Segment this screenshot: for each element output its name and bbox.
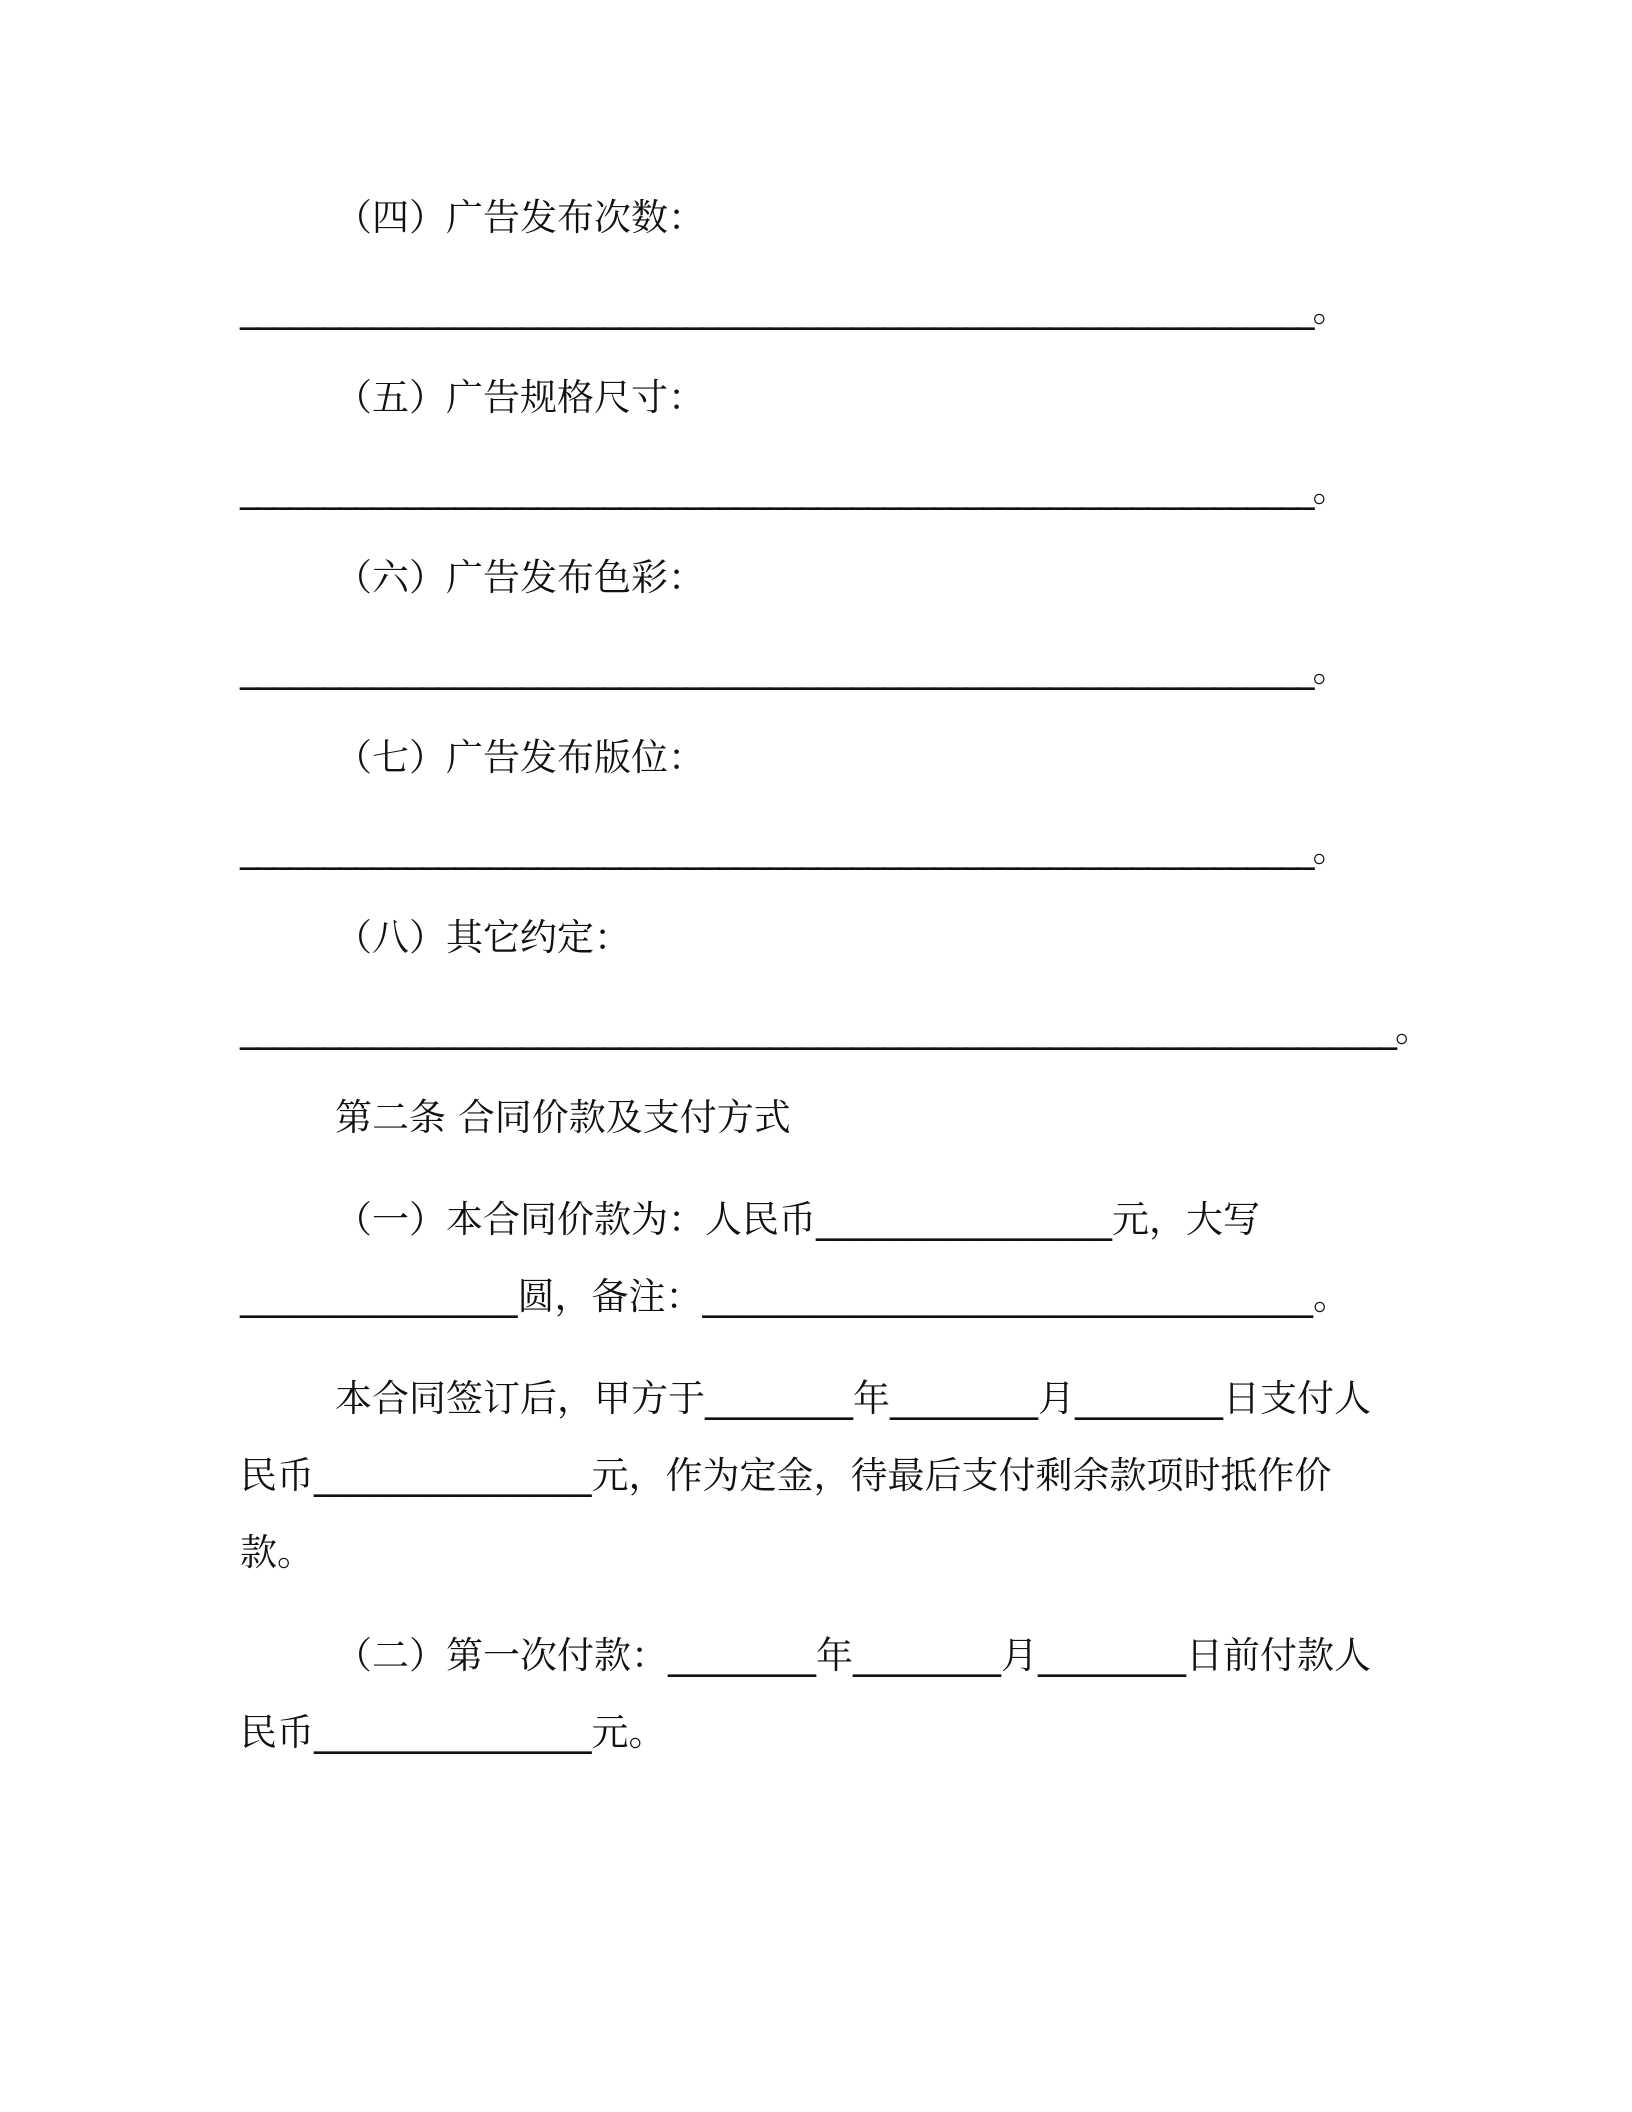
item-4-blank: _________________________________________________________________。 [240, 287, 1348, 330]
deposit-line-1: 本合同签订后，甲方于________年________月________日支付人 [335, 1377, 1371, 1420]
price-line-2: _______________圆，备注：_________________________________。 [240, 1275, 1350, 1318]
article-2-title: 第二条 合同价款及支付方式 [335, 1096, 791, 1139]
deposit-line-2: 民币_______________元，作为定金，待最后支付剩余款项时抵作价 [240, 1454, 1332, 1497]
item-7-blank: _________________________________________________________________。 [240, 827, 1348, 870]
first-payment-line-1: （二）第一次付款：________年________月________日前付款人 [335, 1634, 1371, 1677]
item-7-label: （七）广告发布版位： [335, 736, 705, 779]
item-5-blank: _________________________________________________________________。 [240, 467, 1348, 510]
first-payment-line-2: 民币_______________元。 [240, 1711, 666, 1754]
item-8-label: （八）其它约定： [335, 916, 631, 959]
item-6-blank: _________________________________________________________________。 [240, 647, 1348, 690]
item-8-blank: ______________________________________________________________________。 [240, 1007, 1430, 1050]
deposit-line-3: 款。 [240, 1531, 314, 1574]
price-line-1: （一）本合同价款为：人民币________________元，大写 [335, 1198, 1260, 1241]
item-5-label: （五）广告规格尺寸： [335, 376, 705, 419]
item-4-label: （四）广告发布次数： [335, 196, 705, 239]
item-6-label: （六）广告发布色彩： [335, 556, 705, 599]
